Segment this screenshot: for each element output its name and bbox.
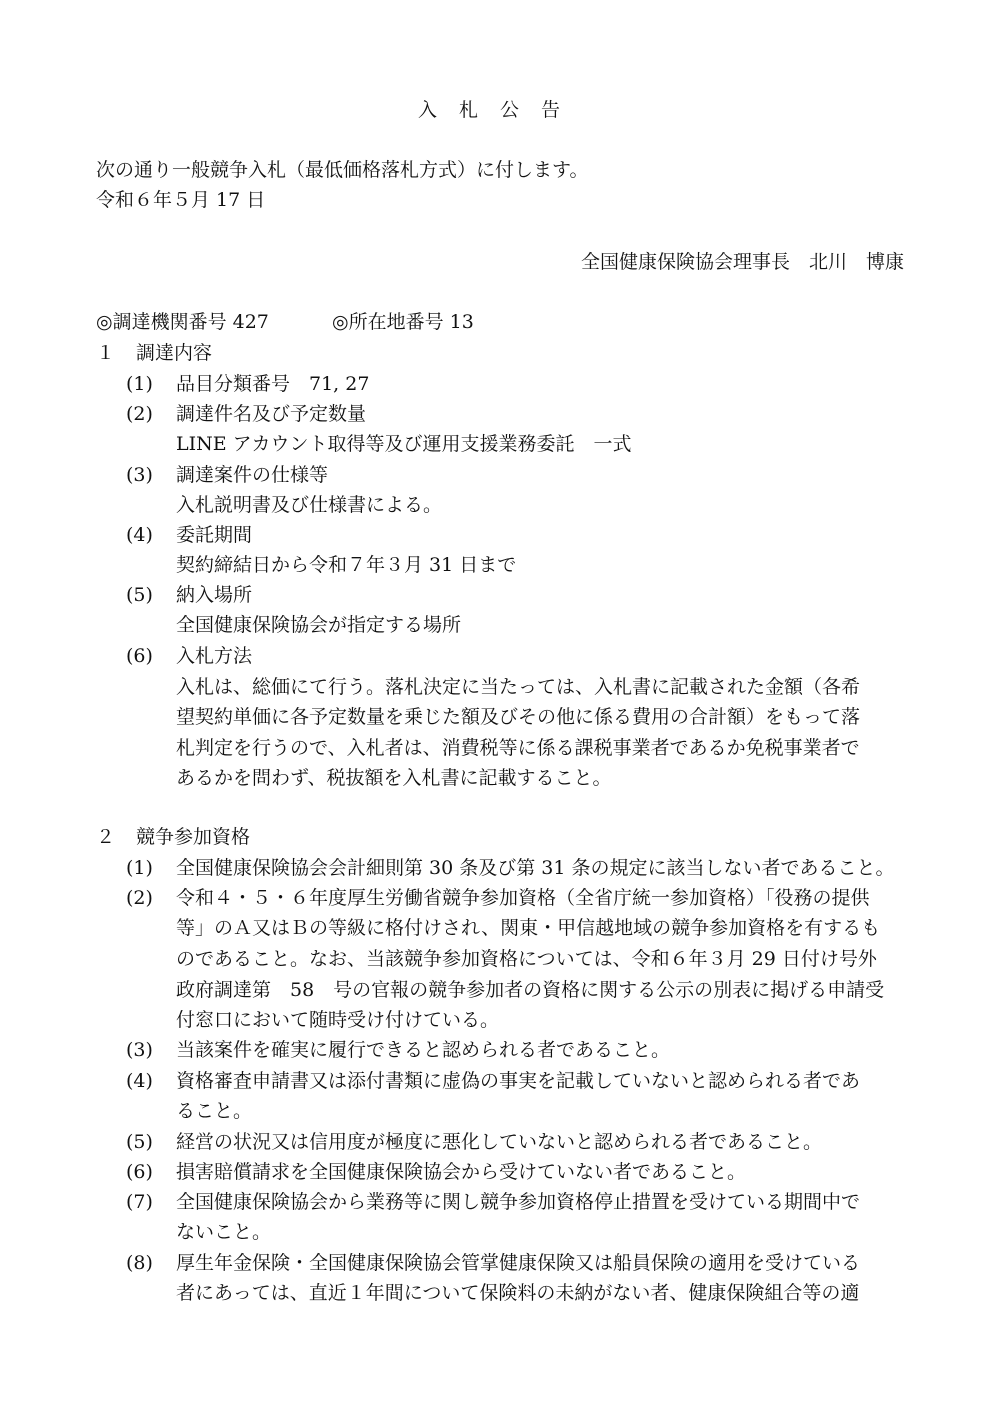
item-number: (8) <box>126 1252 153 1274</box>
item-line: 当該案件を確実に履行できると認められる者であること。 <box>176 1039 671 1061</box>
item-line: 委託期間 <box>176 524 253 546</box>
item-number: (3) <box>126 464 153 486</box>
item-line: 等」のＡ又はＢの等級に格付けされ、関東・甲信越地域の競争参加資格を有するも <box>176 917 881 939</box>
item-line: 調達件名及び予定数量 <box>176 403 367 425</box>
item-line: 全国健康保険協会会計細則第 30 条及び第 31 条の規定に該当しない者であること。 <box>176 857 895 879</box>
section2-number: ２ <box>96 826 116 848</box>
issuer-name: 全国健康保険協会理事長 北川 博康 <box>580 251 904 273</box>
item-number: (4) <box>126 1070 153 1092</box>
item-line: 者にあっては、直近１年間について保険料の未納がない者、健康保険組合等の適 <box>176 1282 860 1304</box>
item-line: 資格審査申請書又は添付書類に虚偽の事実を記載していないと認められる者であ <box>176 1070 861 1092</box>
item-line: 調達案件の仕様等 <box>176 464 329 486</box>
item-line: 付窓口において随時受け付けている。 <box>176 1009 500 1031</box>
section1-heading: 調達内容 <box>136 342 213 364</box>
item-number: (2) <box>126 887 153 909</box>
item-line: 全国健康保険協会から業務等に関し競争参加資格停止措置を受けている期間中で <box>176 1191 861 1213</box>
item-number: (7) <box>126 1191 153 1213</box>
item-line: ないこと。 <box>176 1221 272 1243</box>
item-line: 納入場所 <box>176 584 253 606</box>
item-line: 入札説明書及び仕様書による。 <box>176 494 443 516</box>
item-line: 札判定を行うので、入札者は、消費税等に係る課税事業者であるか免税事業者で <box>176 737 860 759</box>
item-line: LINE アカウント取得等及び運用支援業務委託 一式 <box>176 433 632 455</box>
item-number: (2) <box>126 403 153 425</box>
item-line: 品目分類番号 71, 27 <box>176 373 370 395</box>
item-number: (3) <box>126 1039 153 1061</box>
item-line: 令和４・５・６年度厚生労働省競争参加資格（全省庁統一参加資格）「役務の提供 <box>176 887 870 909</box>
item-line: 入札方法 <box>176 645 253 667</box>
location-number: ◎所在地番号 13 <box>332 311 474 333</box>
item-line: 厚生年金保険・全国健康保険協会管掌健康保険又は船員保険の適用を受けている <box>176 1252 861 1274</box>
item-line: 契約締結日から令和７年３月 31 日まで <box>176 554 517 576</box>
document-title: 入札公告 <box>417 99 582 121</box>
intro-text: 次の通り一般競争入札（最低価格落札方式）に付します。 <box>96 159 589 181</box>
item-line: ること。 <box>176 1100 253 1122</box>
item-line: 望契約単価に各予定数量を乗じた額及びその他に係る費用の合計額）をもって落 <box>176 706 861 728</box>
org-number: ◎調達機関番号 427 <box>96 311 269 333</box>
item-number: (5) <box>126 1131 153 1153</box>
item-line: 政府調達第 58 号の官報の競争参加者の資格に関する公示の別表に掲げる申請受 <box>176 979 885 1001</box>
item-number: (1) <box>126 857 153 879</box>
item-number: (1) <box>126 373 153 395</box>
item-line: のであること。なお、当該競争参加資格については、令和６年３月 29 日付け号外 <box>176 948 877 970</box>
section1-number: １ <box>96 342 116 364</box>
section2-heading: 競争参加資格 <box>136 826 251 848</box>
notice-date: 令和６年５月 17 日 <box>96 189 266 211</box>
item-line: 損害賠償請求を全国健康保険協会から受けていない者であること。 <box>176 1161 747 1183</box>
item-number: (5) <box>126 584 153 606</box>
item-line: 入札は、総価にて行う。落札決定に当たっては、入札書に記載された金額（各希 <box>176 676 861 698</box>
item-line: あるかを問わず、税抜額を入札書に記載すること。 <box>176 767 612 789</box>
item-number: (4) <box>126 524 153 546</box>
item-number: (6) <box>126 645 153 667</box>
item-line: 経営の状況又は信用度が極度に悪化していないと認められる者であること。 <box>176 1131 823 1153</box>
item-number: (6) <box>126 1161 153 1183</box>
item-line: 全国健康保険協会が指定する場所 <box>176 614 462 636</box>
